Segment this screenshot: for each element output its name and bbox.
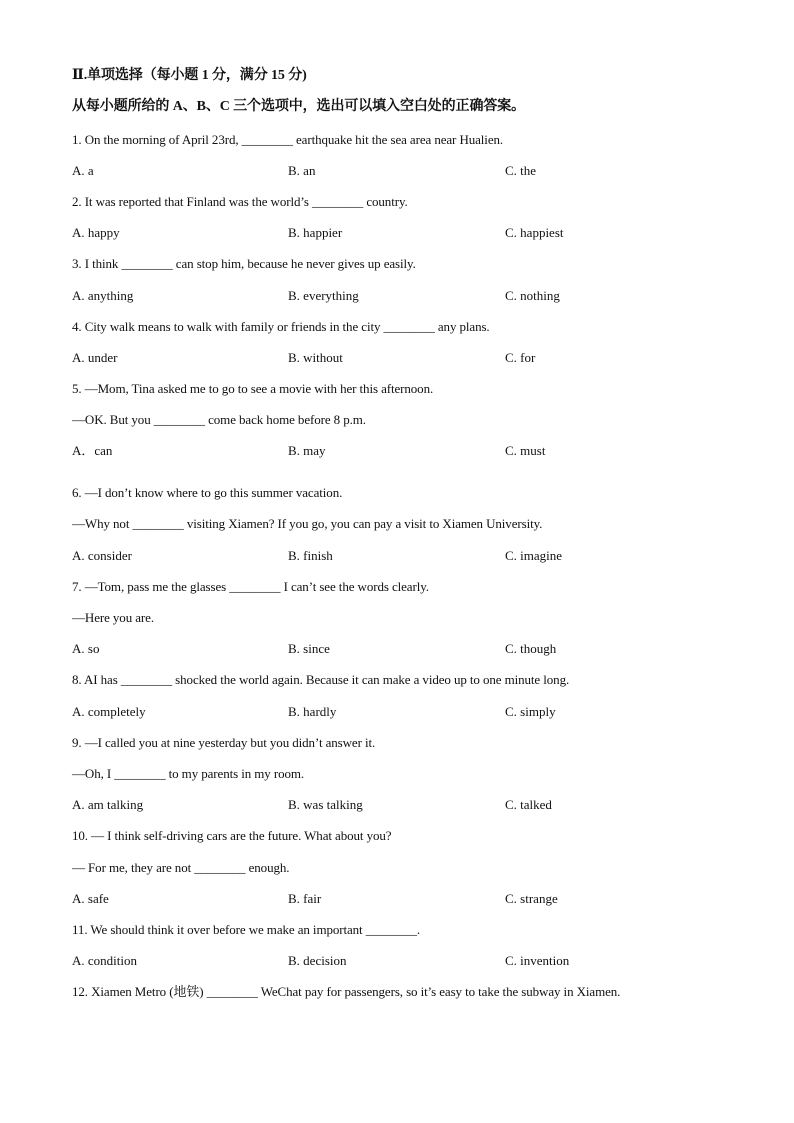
question-dialogue-line: — For me, they are not ________ enough. bbox=[72, 860, 290, 875]
question-stem: 7. —Tom, pass me the glasses ________ I can’t see the words clearly. bbox=[72, 579, 429, 594]
question-stem: 6. —I don’t know where to go this summer vacation. bbox=[72, 485, 343, 500]
section-title: Ⅱ.单项选择（每小题 1 分，满分 15 分) bbox=[72, 68, 307, 83]
option-c: C. the bbox=[505, 163, 537, 178]
option-a: A. happy bbox=[72, 225, 120, 240]
option-c: C. imagine bbox=[505, 548, 563, 563]
question-dialogue-line: —Why not ________ visiting Xiamen? If you go, you can pay a visit to Xiamen University. bbox=[72, 516, 543, 531]
option-c: C. simply bbox=[505, 704, 556, 719]
option-c: C. talked bbox=[505, 797, 552, 812]
option-b: B. decision bbox=[288, 953, 347, 968]
option-a: A. completely bbox=[72, 704, 146, 719]
option-a: A. a bbox=[72, 163, 94, 178]
option-b: B. was talking bbox=[288, 797, 363, 812]
question-stem: 9. —I called you at nine yesterday but you didn’t answer it. bbox=[72, 735, 376, 750]
question-stem: 12. Xiamen Metro (地铁) ________ WeChat pay for passengers, so it’s easy to take the subway in Xiamen. bbox=[72, 984, 621, 999]
option-a: A. condition bbox=[72, 953, 137, 968]
question-stem: 2. It was reported that Finland was the world’s ________ country. bbox=[72, 194, 408, 209]
option-a: A. under bbox=[72, 350, 118, 365]
question-stem: 3. I think ________ can stop him, because he never gives up easily. bbox=[72, 256, 416, 271]
option-b: B. without bbox=[288, 350, 343, 365]
option-a: A. so bbox=[72, 641, 100, 656]
question-stem: 10. — I think self-driving cars are the future. What about you? bbox=[72, 828, 392, 843]
option-c: C. happiest bbox=[505, 225, 564, 240]
option-c: C. nothing bbox=[505, 288, 560, 303]
option-b: B. hardly bbox=[288, 704, 337, 719]
option-a: A. anything bbox=[72, 288, 134, 303]
option-c: C. though bbox=[505, 641, 557, 656]
option-c: C. strange bbox=[505, 891, 558, 906]
option-a: A. am talking bbox=[72, 797, 144, 812]
question-stem: 5. —Mom, Tina asked me to go to see a movie with her this afternoon. bbox=[72, 381, 434, 396]
option-a: A. safe bbox=[72, 891, 109, 906]
question-dialogue-line: —Oh, I ________ to my parents in my room. bbox=[72, 766, 305, 781]
option-b: B. finish bbox=[288, 548, 333, 563]
option-b: B. fair bbox=[288, 891, 322, 906]
question-stem: 4. City walk means to walk with family or friends in the city ________ any plans. bbox=[72, 319, 490, 334]
question-stem: 11. We should think it over before we make an important ________. bbox=[72, 922, 421, 937]
option-b: B. happier bbox=[288, 225, 343, 240]
question-stem: 8. AI has ________ shocked the world again. Because it can make a video up to one minute long. bbox=[72, 672, 570, 687]
option-a: A. consider bbox=[72, 548, 132, 563]
question-dialogue-line: —Here you are. bbox=[72, 610, 154, 625]
option-c: C. for bbox=[505, 350, 536, 365]
option-b: B. may bbox=[288, 443, 326, 458]
option-b: B. everything bbox=[288, 288, 359, 303]
option-c: C. must bbox=[505, 443, 546, 458]
section-instruction: 从每小题所给的 A、B、C 三个选项中，选出可以填入空白处的正确答案。 bbox=[72, 99, 526, 114]
option-b: B. since bbox=[288, 641, 330, 656]
option-c: C. invention bbox=[505, 953, 570, 968]
option-b: B. an bbox=[288, 163, 316, 178]
option-a: A．can bbox=[72, 443, 113, 458]
question-stem: 1. On the morning of April 23rd, ________ earthquake hit the sea area near Hualien. bbox=[72, 132, 504, 147]
question-dialogue-line: —OK. But you ________ come back home before 8 p.m. bbox=[72, 412, 366, 427]
